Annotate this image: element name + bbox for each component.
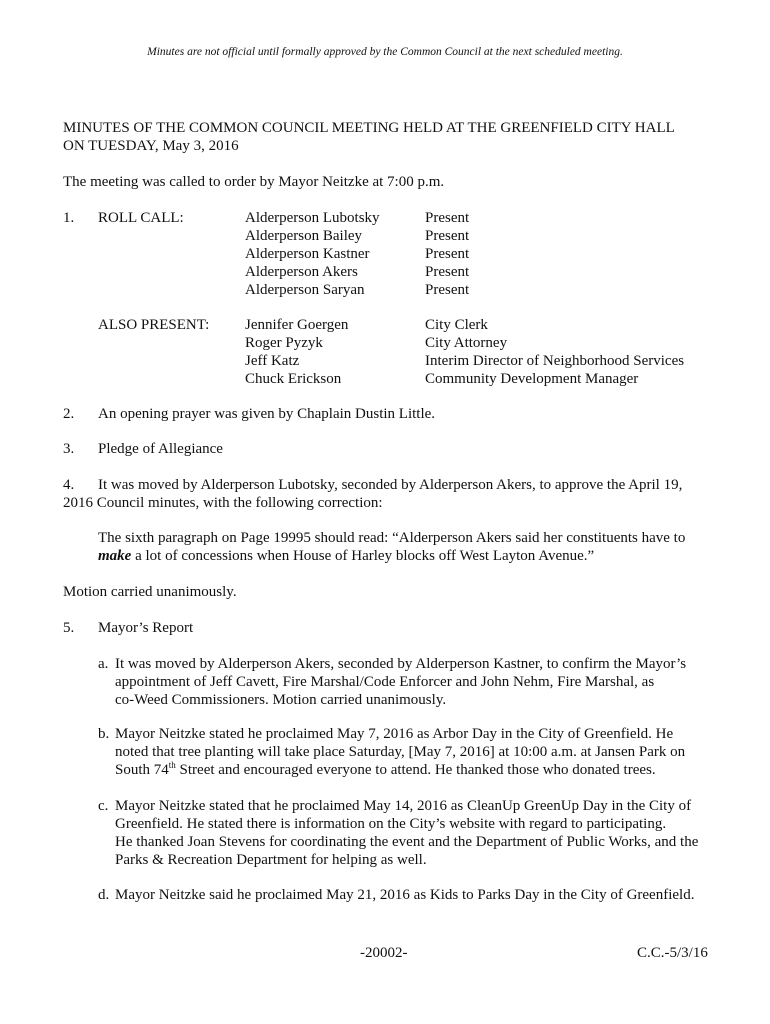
header-disclaimer: Minutes are not official until formally approved by the Common Council at the next scheduled meeting. [147,46,623,58]
staff-role: City Clerk [425,317,488,333]
correction-quote-line1: The sixth paragraph on Page 19995 should read: “Alderperson Akers said her constituents have to [98,530,686,546]
correction-quote-line2 [98,547,594,565]
page-number: -20002- [360,945,408,961]
line-text: Street and encouraged everyone to attend. He thanked those who donated trees. [175,762,656,778]
also-present-names [245,316,348,388]
sub-item-body [115,655,686,709]
item-number: 4. [63,477,75,493]
call-to-order: The meeting was called to order by Mayor Neitzke at 7:00 p.m. [63,174,445,190]
member-status: Present [425,246,470,262]
quote-rest: a lot of concessions when House of Harley blocks off West Layton Avenue.” [131,548,595,564]
member-status: Present [425,210,470,226]
staff-role: Interim Director of Neighborhood Services [425,353,685,369]
sub-item-line: He thanked Joan Stevens for coordinating the event and the Department of Public Works, and the [115,834,699,850]
member-name: Alderperson Akers [245,264,358,280]
document-title [63,119,723,155]
motion-approve-minutes-line2: 2016 Council minutes, with the following correction: [63,495,383,511]
staff-name: Chuck Erickson [245,371,342,387]
roll-call-names [245,209,380,299]
sub-item-body [115,797,698,869]
pledge: Pledge of Allegiance [98,441,223,457]
member-status: Present [425,264,470,280]
item-number: 5. [63,620,75,636]
emphasized-word: make [98,548,132,564]
staff-name: Jeff Katz [245,353,300,369]
sub-item-line: Mayor Neitzke stated he proclaimed May 7, 2016 as Arbor Day in the City of Greenfield. He [115,726,674,742]
member-status: Present [425,228,470,244]
sub-item-label: c. [98,798,109,814]
mayors-report-heading: Mayor’s Report [98,620,194,636]
staff-name: Roger Pyzyk [245,335,323,351]
member-status: Present [425,282,470,298]
sub-item-line: Greenfield. He stated there is information on the City’s website with regard to participating. [115,816,667,832]
sub-item-line: It was moved by Alderperson Akers, seconded by Alderperson Kastner, to confirm the Mayor’s [115,656,687,672]
sub-item-line: Mayor Neitzke stated that he proclaimed May 14, 2016 as CleanUp GreenUp Day in the City of [115,798,692,814]
member-name: Alderperson Saryan [245,282,365,298]
ordinal-suffix: th [168,760,176,770]
also-present-label: ALSO PRESENT: [98,317,210,333]
motion-approve-minutes-line1: It was moved by Alderperson Lubotsky, seconded by Alderperson Akers, to approve the April 19, [98,477,683,493]
sub-item-label: a. [98,656,109,672]
roll-call-label: ROLL CALL: [98,210,184,226]
item-number: 1. [63,210,75,226]
member-name: Alderperson Kastner [245,246,370,262]
sub-item-line: appointment of Jeff Cavett, Fire Marshal/Code Enforcer and John Nehm, Fire Marshal, as [115,674,655,690]
item-number: 3. [63,441,75,457]
sub-item-body [115,725,685,779]
line-text: South 74 [115,762,169,778]
sub-item-label: d. [98,887,110,903]
document-reference: C.C.-5/3/16 [637,945,708,961]
sub-item-line: Mayor Neitzke said he proclaimed May 21, 2016 as Kids to Parks Day in the City of Greenfield. [115,887,695,903]
staff-role: Community Development Manager [425,371,639,387]
sub-item-body [115,886,694,904]
item-number: 2. [63,406,75,422]
sub-item-line: Parks & Recreation Department for helping as well. [115,852,427,868]
member-name: Alderperson Bailey [245,228,363,244]
sub-item-line [115,761,685,779]
title-line-1: MINUTES OF THE COMMON COUNCIL MEETING HELD AT THE GREENFIELD CITY HALL [63,120,675,136]
sub-item-line: noted that tree planting will take place Saturday, [May 7, 2016] at 10:00 a.m. at Jansen Park on [115,744,686,760]
also-present-roles [425,316,684,388]
member-name: Alderperson Lubotsky [245,210,380,226]
motion-result: Motion carried unanimously. [63,584,237,600]
roll-call-statuses [425,209,469,299]
staff-role: City Attorney [425,335,508,351]
sub-item-label: b. [98,726,110,742]
sub-item-line: co-Weed Commissioners. Motion carried unanimously. [115,692,447,708]
opening-prayer: An opening prayer was given by Chaplain Dustin Little. [98,406,436,422]
title-line-2: ON TUESDAY, May 3, 2016 [63,138,239,154]
staff-name: Jennifer Goergen [245,317,349,333]
